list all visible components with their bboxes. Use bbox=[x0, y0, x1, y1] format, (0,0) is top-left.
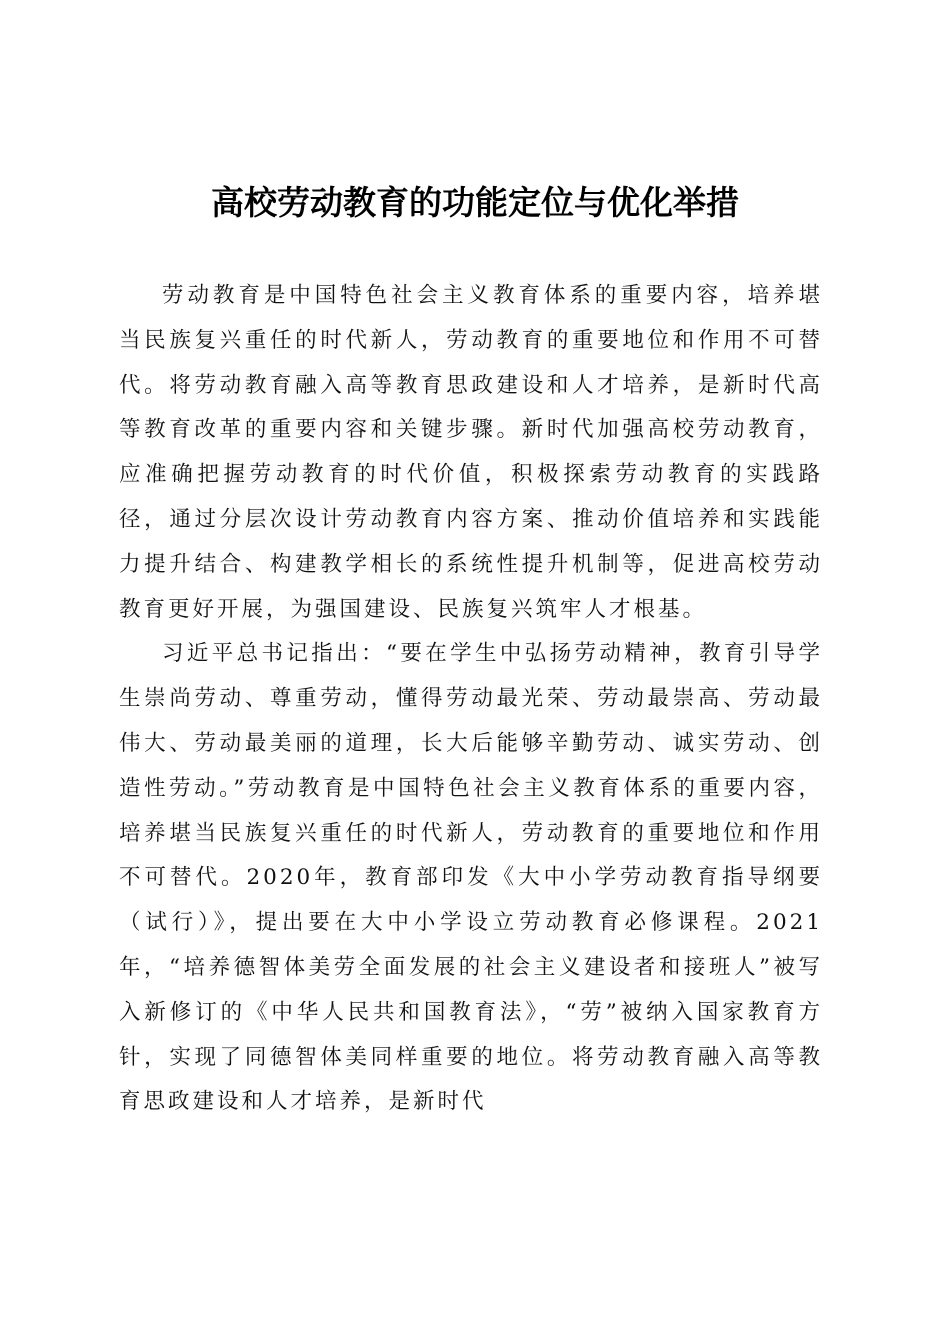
document-body bbox=[119, 274, 823, 1125]
document-title: 高校劳动教育的功能定位与优化举措 bbox=[211, 183, 739, 222]
paragraph-intro: 劳动教育是中国特色社会主义教育体系的重要内容，培养堪当民族复兴重任的时代新人，劳动教育的重要地位和作用不可替代。将劳动教育融入高等教育思政建设和人才培养，是新时代高等教育改革的重要内容和关键步骤。新时代加强高校劳动教育，应准确把握劳动教育的时代价值，积极探索劳动教育的实践路径，通过分层次设计劳动教育内容方案、推动价值培养和实践能力提升结合、构建教学相长的系统性提升机制等，促进高校劳动教育更好开展，为强国建设、民族复兴筑牢人才根基。 bbox=[119, 283, 823, 622]
paragraph-quote: 习近平总书记指出：“要在学生中弘扬劳动精神，教育引导学生崇尚劳动、尊重劳动，懂得劳动最光荣、劳动最崇高、劳动最伟大、劳动最美丽的道理，长大后能够辛勤劳动、诚实劳动、创造性劳动。”劳动教育是中国特色社会主义教育体系的重要内容，培养堪当民族复兴重任的时代新人，劳动教育的重要地位和作用不可替代。2020年，教育部印发《大中小学劳动教育指导纲要（试行）》，提出要在大中小学设立劳动教育必修课程。2021年，“培养德智体美劳全面发展的社会主义建设者和接班人”被写入新修订的《中华人民共和国教育法》，“劳”被纳入国家教育方针，实现了同德智体美同样重要的地位。将劳动教育融入高等教育思政建设和人才培养，是新时代 bbox=[119, 641, 823, 1115]
